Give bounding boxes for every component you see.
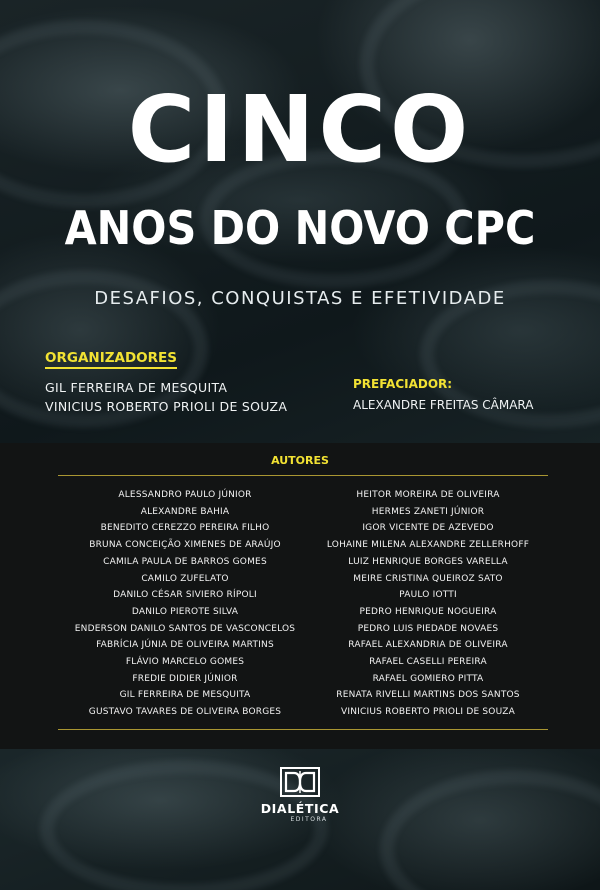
author-name: DANILO CÉSAR SIVIERO RÍPOLI [113,590,257,601]
author-name: CAMILO ZUFELATO [141,573,229,584]
organizer-name: GIL FERREIRA DE MESQUITA [45,380,228,395]
author-name: RAFAEL GOMIERO PITTA [372,673,484,684]
author-name: FABRÍCIA JÚNIA DE OLIVEIRA MARTINS [96,640,274,651]
author-name: RAFAEL CASELLI PEREIRA [369,657,487,667]
author-name: HERMES ZANETI JÚNIOR [371,506,485,517]
author-name: VINICIUS ROBERTO PRIOLI DE SOUZA [341,707,515,718]
organizers-heading: ORGANIZADORES [45,350,177,369]
author-name: RAFAEL ALEXANDRIA DE OLIVEIRA [348,640,508,651]
author-name: IGOR VICENTE DE AZEVEDO [362,523,494,534]
author-name: ALESSANDRO PAULO JÚNIOR [118,490,252,500]
authors-heading: AUTORES [271,454,329,467]
author-name: DANILO PIEROTE SILVA [131,606,239,617]
author-name: GUSTAVO TAVARES DE OLIVEIRA BORGES [88,707,282,718]
author-name: BRUNA CONCEIÇÃO XIMENES DE ARAÚJO [89,540,281,551]
author-name: PAULO IOTTI [399,590,457,601]
publisher-logo [262,767,338,823]
organizer-name: VINICIUS ROBERTO PRIOLI DE SOUZA [45,399,288,414]
subtitle: DESAFIOS, CONQUISTAS E EFETIVIDADE [94,288,506,309]
preface-heading: PREFACIADOR: [353,377,453,391]
author-name: LUIZ HENRIQUE BORGES VARELLA [348,556,508,567]
divider-line [58,729,548,730]
author-name: PEDRO HENRIQUE NOGUEIRA [359,606,497,617]
divider-line [58,475,548,476]
author-name: ALEXANDRE BAHIA [140,506,230,517]
publisher-logo-icon [280,767,320,797]
author-name: RENATA RIVELLI MARTINS DOS SANTOS [336,690,520,701]
author-name: GIL FERREIRA DE MESQUITA [119,690,251,701]
publisher-sub: EDITORA [290,816,328,823]
title-secondary: ANOS DO NOVO CPC [64,201,536,255]
author-name: HEITOR MOREIRA DE OLIVEIRA [356,490,500,500]
author-name: ENDERSON DANILO SANTOS DE VASCONCELOS [74,623,296,634]
author-name: FREDIE DIDIER JÚNIOR [132,673,238,684]
preface-name: ALEXANDRE FREITAS CÂMARA [353,398,534,412]
author-name: CAMILA PAULA DE BARROS GOMES [103,556,267,567]
author-name: PEDRO LUIS PIEDADE NOVAES [357,623,499,634]
author-name: BENEDITO CEREZZO PEREIRA FILHO [100,523,270,534]
publisher-name: DIALÉTICA [260,801,340,816]
marble-swirl [380,770,600,890]
author-name: FLÁVIO MARCELO GOMES [125,657,245,667]
author-name: MEIRE CRISTINA QUEIROZ SATO [353,573,503,584]
author-name: LOHAINE MILENA ALEXANDRE ZELLERHOFF [326,540,530,551]
title-main: CINCO [127,76,473,183]
